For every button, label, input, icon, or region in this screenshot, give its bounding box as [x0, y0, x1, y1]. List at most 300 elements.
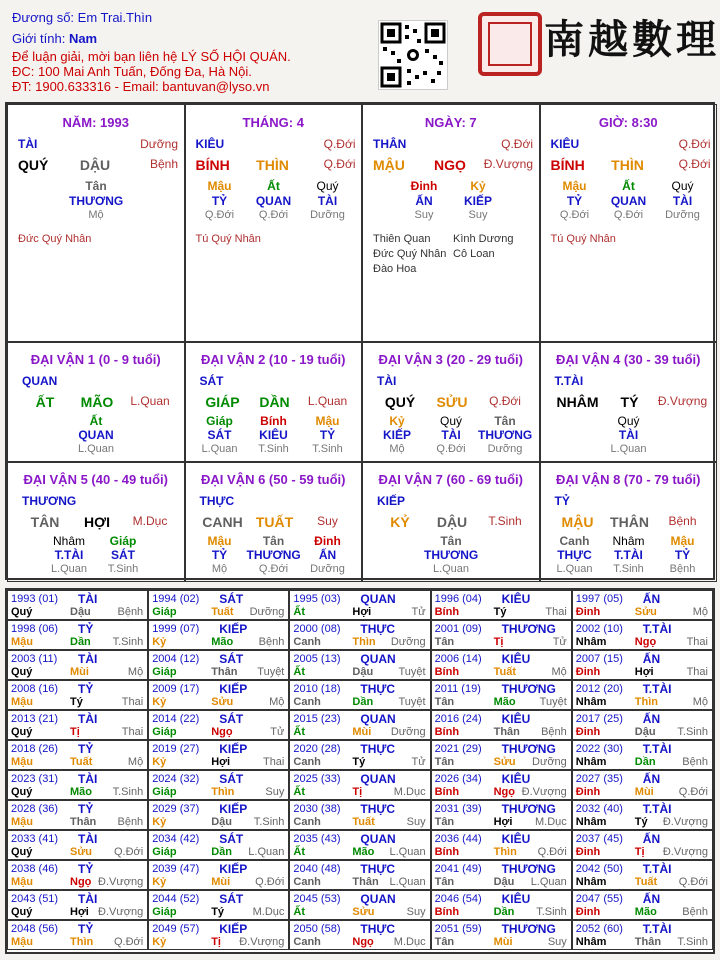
- pillar-cell: [540, 104, 718, 342]
- year-stage: M.Dục: [393, 786, 426, 798]
- year-stage: Suy: [406, 906, 426, 918]
- year-label: 1996 (04): [434, 593, 482, 605]
- year-stem: Ất: [293, 666, 305, 678]
- year-stage: L.Quan: [389, 846, 426, 858]
- year-stem: Nhâm: [575, 936, 607, 948]
- year-label: 2038 (46): [11, 863, 59, 875]
- year-cell: [7, 590, 148, 620]
- year-stage: Bệnh: [117, 816, 144, 828]
- qr-code-icon: [378, 20, 448, 90]
- year-god: T.TÀI: [642, 622, 672, 636]
- year-label: 2052 (60): [575, 923, 623, 935]
- star: Thiên Quan: [373, 233, 431, 245]
- year-branch: Mão: [211, 636, 234, 648]
- luck-god: THƯƠNG: [22, 494, 77, 508]
- year-label: 2015 (23): [293, 713, 341, 725]
- hidden-stem: Quý: [439, 414, 462, 428]
- year-cell: [431, 770, 572, 800]
- hidden-stage: Q.Đới: [258, 209, 289, 221]
- year-branch: Thìn: [352, 636, 376, 648]
- year-label: 2025 (33): [293, 773, 341, 785]
- luck-branch: THÂN: [610, 514, 649, 530]
- luck-god: T.TÀI: [554, 374, 584, 388]
- year-stage: Dưỡng: [532, 756, 567, 768]
- year-stage: Bệnh: [258, 636, 285, 648]
- hidden-stage: L.Quan: [432, 563, 470, 575]
- luck-stage: Suy: [317, 514, 338, 528]
- owner-line: Đương số: Em Trai.Thìn: [12, 10, 153, 25]
- year-branch: Tuất: [70, 756, 93, 768]
- luck-period-cell: [362, 342, 540, 462]
- year-stage: Bệnh: [682, 906, 708, 918]
- year-cell: [148, 680, 289, 710]
- hidden-stem: Mậu: [670, 534, 695, 548]
- year-cell: [572, 920, 713, 950]
- year-cell: [148, 800, 289, 830]
- year-god: TÀI: [78, 832, 98, 846]
- year-cell: [7, 680, 148, 710]
- pillar-stage: Q.Đới: [323, 137, 356, 151]
- hidden-stage: L.Quan: [77, 443, 115, 455]
- year-label: 2050 (58): [293, 923, 341, 935]
- hidden-stage: L.Quan: [556, 563, 593, 575]
- year-branch: Mùi: [352, 726, 372, 738]
- year-branch: Mùi: [211, 876, 231, 888]
- hidden-stage: T.Sinh: [312, 443, 343, 455]
- year-label: 2051 (59): [434, 923, 482, 935]
- luck-branch: DẦN: [259, 394, 290, 410]
- year-stem: Quý: [11, 726, 33, 738]
- luck-stage: L.Quan: [307, 394, 348, 408]
- year-cell: [148, 650, 289, 680]
- year-god: T.TÀI: [642, 742, 672, 756]
- luck-branch: MÃO: [80, 394, 114, 410]
- year-stem: Ất: [293, 726, 305, 738]
- year-stem: Ất: [293, 906, 305, 918]
- year-label: 2029 (37): [152, 803, 200, 815]
- year-label: 2006 (14): [434, 653, 482, 665]
- life-stage: Q.Đới: [323, 157, 356, 171]
- luck-title: ĐẠI VẬN 7 (60 - 69 tuổi): [378, 472, 523, 487]
- year-branch: Ngọ: [352, 936, 374, 948]
- year-stage: Thai: [686, 666, 708, 678]
- year-label: 2039 (47): [152, 863, 200, 875]
- year-stage: Đ.Vượng: [98, 906, 144, 918]
- hidden-god: THỰC: [557, 548, 592, 562]
- hidden-stage: Dưỡng: [665, 209, 700, 221]
- hidden-stage: T.Sinh: [258, 443, 289, 455]
- hidden-god: TÀI: [441, 428, 461, 442]
- year-stage: Tử: [270, 726, 285, 738]
- hidden-god: TỶ: [211, 548, 228, 562]
- year-god: TỶ: [78, 802, 94, 816]
- year-stem: Tân: [434, 636, 455, 648]
- year-stage: Tuyệt: [539, 696, 567, 708]
- year-stage: Bệnh: [117, 606, 144, 618]
- year-label: 2021 (29): [434, 743, 482, 755]
- year-stage: Mộ: [551, 666, 567, 678]
- year-god: ẤN: [642, 592, 661, 606]
- year-label: 2001 (09): [434, 623, 482, 635]
- year-cell: [148, 620, 289, 650]
- year-stage: Tử: [411, 606, 426, 618]
- year-branch: Sửu: [70, 846, 93, 858]
- year-cell: [431, 620, 572, 650]
- pillar-title: THÁNG: 4: [242, 115, 304, 130]
- luck-stem: CANH: [202, 514, 243, 530]
- year-branch: Mùi: [70, 666, 89, 678]
- year-cell: [572, 650, 713, 680]
- year-stage: Suy: [265, 786, 285, 798]
- year-branch: Thân: [493, 726, 520, 738]
- year-god: THỰC: [360, 922, 396, 936]
- hidden-stage: Mộ: [389, 443, 405, 455]
- hidden-stem: Mậu: [315, 414, 340, 428]
- year-stage: M.Dục: [393, 936, 426, 948]
- year-branch: Sửu: [211, 696, 234, 708]
- luck-stage: Đ.Vượng: [657, 394, 708, 408]
- year-stage: Q.Đới: [255, 876, 285, 888]
- luck-stage: Bệnh: [668, 514, 697, 528]
- year-god: KIÊU: [501, 592, 531, 606]
- year-label: 2004 (12): [152, 653, 200, 665]
- year-god: TÀI: [78, 892, 98, 906]
- year-stem: Kỷ: [152, 876, 167, 888]
- year-label: 1995 (03): [293, 593, 341, 605]
- year-stem: Mậu: [11, 696, 33, 708]
- year-stage: Mộ: [127, 756, 144, 768]
- hidden-god: KIẾP: [382, 428, 411, 442]
- year-branch: Mão: [352, 846, 375, 858]
- luck-god: TỶ: [554, 494, 570, 508]
- luck-title: ĐẠI VẬN 2 (10 - 19 tuổi): [201, 352, 346, 367]
- life-stage: Q.Đới: [678, 157, 711, 171]
- year-branch: Tị: [634, 846, 645, 858]
- ten-god: KIÊU: [195, 137, 225, 151]
- header: [0, 0, 720, 100]
- luck-title: ĐẠI VẬN 6 (50 - 59 tuổi): [201, 472, 346, 487]
- year-god: KIẾP: [219, 682, 248, 696]
- year-cell: [572, 740, 713, 770]
- star: Đức Quý Nhân: [18, 233, 92, 245]
- year-stem: Quý: [11, 666, 33, 678]
- year-branch: Hợi: [70, 906, 89, 918]
- year-label: 2031 (39): [434, 803, 482, 815]
- luck-stem: TÂN: [30, 514, 60, 530]
- year-god: KIÊU: [501, 892, 531, 906]
- year-stem: Nhâm: [575, 876, 607, 888]
- year-stem: Bính: [434, 786, 460, 798]
- year-cell: [7, 650, 148, 680]
- year-label: 2008 (16): [11, 683, 59, 695]
- hidden-stem: Đinh: [410, 179, 438, 193]
- year-god: T.TÀI: [642, 862, 672, 876]
- year-stage: Tử: [411, 756, 426, 768]
- hidden-god: THƯƠNG: [246, 548, 301, 562]
- contact-line: Để luận giải, mời bạn liên hệ LÝ SỐ HỘI QUÁN.: [12, 49, 291, 64]
- hidden-stem: Mậu: [207, 534, 232, 548]
- year-stem: Kỷ: [152, 936, 167, 948]
- year-branch: Thìn: [634, 696, 659, 708]
- year-stage: Mộ: [692, 606, 708, 618]
- year-branch: Tuất: [211, 606, 234, 618]
- year-god: TÀI: [78, 712, 98, 726]
- year-branch: Mùi: [634, 786, 654, 798]
- year-stem: Bính: [434, 666, 460, 678]
- year-cell: [431, 830, 572, 860]
- year-stage: Q.Đới: [113, 846, 144, 858]
- hidden-god: TÀI: [618, 428, 639, 442]
- year-label: 2034 (42): [152, 833, 200, 845]
- year-stem: Nhâm: [575, 696, 607, 708]
- year-branch: Mão: [493, 696, 516, 708]
- year-cell: [7, 710, 148, 740]
- year-label: 2022 (30): [575, 743, 623, 755]
- hidden-stage: Dưỡng: [310, 209, 345, 221]
- year-cell: [572, 800, 713, 830]
- year-label: 2019 (27): [152, 743, 200, 755]
- year-god: ẤN: [642, 892, 661, 906]
- hidden-god: SÁT: [111, 548, 135, 562]
- hidden-stem: Nhâm: [52, 534, 85, 548]
- year-label: 2045 (53): [293, 893, 341, 905]
- pillar-cell: [185, 104, 363, 342]
- hidden-stem: Ất: [267, 179, 280, 193]
- year-stage: Thai: [545, 606, 567, 618]
- year-god: KIẾP: [219, 742, 248, 756]
- hidden-stage: Dưỡng: [487, 443, 523, 455]
- year-branch: Hợi: [493, 816, 513, 828]
- hidden-stem: Quý: [316, 179, 339, 193]
- year-label: 2042 (50): [575, 863, 623, 875]
- year-label: 2011 (19): [434, 683, 481, 695]
- luck-god: KIẾP: [377, 494, 406, 508]
- year-god: TỶ: [78, 682, 94, 696]
- year-stem: Mậu: [11, 936, 33, 948]
- year-god: T.TÀI: [642, 802, 672, 816]
- year-cell: [289, 710, 430, 740]
- year-god: KIẾP: [219, 862, 248, 876]
- year-cell: [431, 800, 572, 830]
- year-stage: Tuyệt: [398, 666, 426, 678]
- year-god: THỰC: [360, 622, 396, 636]
- year-cell: [572, 680, 713, 710]
- luck-branch: SỬU: [436, 394, 468, 410]
- seal-stamp-icon: [478, 12, 542, 76]
- hidden-stage: Bệnh: [669, 563, 696, 575]
- luck-title: ĐẠI VẬN 5 (40 - 49 tuổi): [23, 472, 168, 487]
- year-branch: Sửu: [493, 756, 516, 768]
- year-cell: [289, 590, 430, 620]
- year-god: THƯƠNG: [501, 742, 556, 756]
- hidden-stem: Quý: [671, 179, 694, 193]
- hidden-god: TỶ: [674, 548, 691, 562]
- year-stem: Tân: [434, 876, 455, 888]
- earthly-branch: DẬU: [79, 157, 111, 173]
- hidden-stem: Canh: [559, 534, 590, 548]
- year-branch: Tuất: [493, 666, 516, 678]
- hidden-stem: Quý: [617, 414, 640, 428]
- heavenly-stem: MẬU: [373, 157, 405, 173]
- hidden-stage: Q.Đới: [258, 563, 289, 575]
- year-label: 1997 (05): [575, 593, 623, 605]
- year-god: THỰC: [360, 742, 396, 756]
- year-stem: Giáp: [152, 666, 177, 678]
- ten-god: THÂN: [373, 137, 407, 151]
- year-label: 2044 (52): [152, 893, 200, 905]
- luck-god: THỰC: [199, 494, 235, 508]
- year-cell: [572, 710, 713, 740]
- year-branch: Tị: [211, 936, 221, 948]
- year-stage: Đ.Vượng: [239, 936, 285, 948]
- year-stem: Mậu: [11, 636, 33, 648]
- year-cell: [148, 890, 289, 920]
- year-label: 2035 (43): [293, 833, 341, 845]
- year-label: 2016 (24): [434, 713, 482, 725]
- year-stem: Đinh: [575, 666, 601, 678]
- hidden-god: TỶ: [566, 194, 583, 208]
- year-stem: Đinh: [575, 906, 601, 918]
- year-god: ẤN: [642, 832, 661, 846]
- year-cell: [572, 830, 713, 860]
- hidden-god: SÁT: [207, 428, 232, 442]
- four-pillars-grid: [5, 102, 715, 580]
- year-branch: Dậu: [70, 606, 91, 618]
- year-branch: Ngọ: [211, 726, 233, 738]
- year-branch: Tý: [352, 756, 366, 768]
- year-stem: Đinh: [575, 606, 601, 618]
- luck-period-cell: [7, 342, 185, 462]
- year-stage: Q.Đới: [113, 936, 144, 948]
- earthly-branch: NGỌ: [434, 157, 466, 173]
- luck-stem: GIÁP: [205, 394, 240, 410]
- hidden-stem: Tân: [440, 534, 462, 548]
- year-label: 2028 (36): [11, 803, 59, 815]
- year-stage: Đ.Vượng: [98, 876, 144, 888]
- year-stage: Mộ: [692, 696, 708, 708]
- year-stem: Kỷ: [152, 816, 167, 828]
- hidden-stem: Mậu: [562, 179, 587, 193]
- luck-title: ĐẠI VẬN 1 (0 - 9 tuổi): [30, 352, 161, 367]
- year-branch: Thìn: [211, 786, 235, 798]
- pillar-cell: [362, 104, 540, 342]
- year-branch: Hợi: [211, 756, 231, 768]
- year-branch: Ngọ: [70, 876, 92, 888]
- hidden-stem: Ất: [89, 414, 103, 428]
- year-god: QUAN: [360, 832, 396, 846]
- brand-logo: 南越數理: [544, 16, 720, 63]
- year-branch: Tuất: [352, 816, 375, 828]
- year-cell: [7, 890, 148, 920]
- year-god: THƯƠNG: [501, 802, 556, 816]
- year-cell: [431, 650, 572, 680]
- star: Cô Loan: [453, 248, 495, 260]
- year-cell: [7, 770, 148, 800]
- year-stem: Nhâm: [575, 816, 607, 828]
- year-god: SÁT: [219, 892, 244, 906]
- hidden-stem: Ất: [622, 179, 635, 193]
- year-label: 2032 (40): [575, 803, 623, 815]
- year-label: 2007 (15): [575, 653, 623, 665]
- hidden-stage: Q.Đới: [436, 443, 466, 455]
- year-stage: Tuyệt: [398, 696, 426, 708]
- year-branch: Mùi: [493, 936, 513, 948]
- year-label: 2013 (21): [11, 713, 59, 725]
- year-cell: [431, 590, 572, 620]
- year-stem: Canh: [293, 636, 321, 648]
- hidden-god: ẤN: [318, 548, 337, 562]
- year-god: ẤN: [642, 712, 661, 726]
- year-label: 2046 (54): [434, 893, 482, 905]
- year-cell: [289, 650, 430, 680]
- heavenly-stem: BÍNH: [550, 157, 585, 173]
- year-cell: [572, 860, 713, 890]
- star: Tú Quý Nhân: [195, 233, 261, 245]
- year-cell: [7, 920, 148, 950]
- year-god: TỶ: [78, 862, 94, 876]
- year-cell: [289, 860, 430, 890]
- year-stage: Dưỡng: [249, 606, 285, 618]
- luck-stem: ẤT: [35, 394, 55, 410]
- year-label: 2018 (26): [11, 743, 59, 755]
- year-cell: [431, 710, 572, 740]
- year-cell: [289, 890, 430, 920]
- hidden-stage: Mộ: [88, 209, 104, 221]
- luck-god: QUAN: [22, 374, 58, 388]
- year-stem: Canh: [293, 936, 321, 948]
- year-god: SÁT: [219, 712, 244, 726]
- year-branch: Tý: [634, 816, 648, 828]
- year-label: 1994 (02): [152, 593, 200, 605]
- year-label: 2036 (44): [434, 833, 482, 845]
- hidden-god: TỶ: [211, 194, 228, 208]
- hidden-god: THƯƠNG: [424, 548, 479, 562]
- pillar-stage: Q.Đới: [501, 137, 533, 151]
- year-god: SÁT: [219, 652, 244, 666]
- year-branch: Dậu: [493, 876, 515, 888]
- year-stage: M.Dục: [252, 906, 285, 918]
- hidden-stem: Kỷ: [470, 179, 486, 193]
- year-cell: [148, 590, 289, 620]
- year-stage: T.Sinh: [677, 726, 708, 738]
- luck-god: TÀI: [377, 374, 397, 388]
- heavenly-stem: BÍNH: [195, 157, 230, 173]
- year-stem: Ất: [293, 786, 305, 798]
- year-god: ẤN: [642, 772, 661, 786]
- year-label: 2049 (57): [152, 923, 200, 935]
- year-label: 2024 (32): [152, 773, 200, 785]
- luck-stage: L.Quan: [130, 394, 170, 408]
- year-branch: Thân: [211, 666, 238, 678]
- hidden-stage: Q.Đới: [613, 209, 644, 221]
- year-god: SÁT: [219, 592, 244, 606]
- year-branch: Ngọ: [634, 636, 657, 648]
- year-god: KIÊU: [501, 832, 531, 846]
- year-label: 2009 (17): [152, 683, 200, 695]
- year-god: KIẾP: [219, 802, 248, 816]
- hidden-god: QUAN: [255, 194, 292, 208]
- year-stage: L.Quan: [530, 876, 567, 888]
- year-label: 2010 (18): [293, 683, 341, 695]
- year-god: T.TÀI: [642, 682, 672, 696]
- earthly-branch: THÌN: [611, 157, 644, 173]
- year-stem: Canh: [293, 696, 321, 708]
- year-stage: Đ.Vượng: [662, 846, 708, 858]
- hidden-god: THƯƠNG: [478, 428, 533, 442]
- luck-branch: TÝ: [620, 394, 639, 410]
- hidden-stage: L.Quan: [610, 443, 647, 455]
- year-stem: Tân: [434, 816, 455, 828]
